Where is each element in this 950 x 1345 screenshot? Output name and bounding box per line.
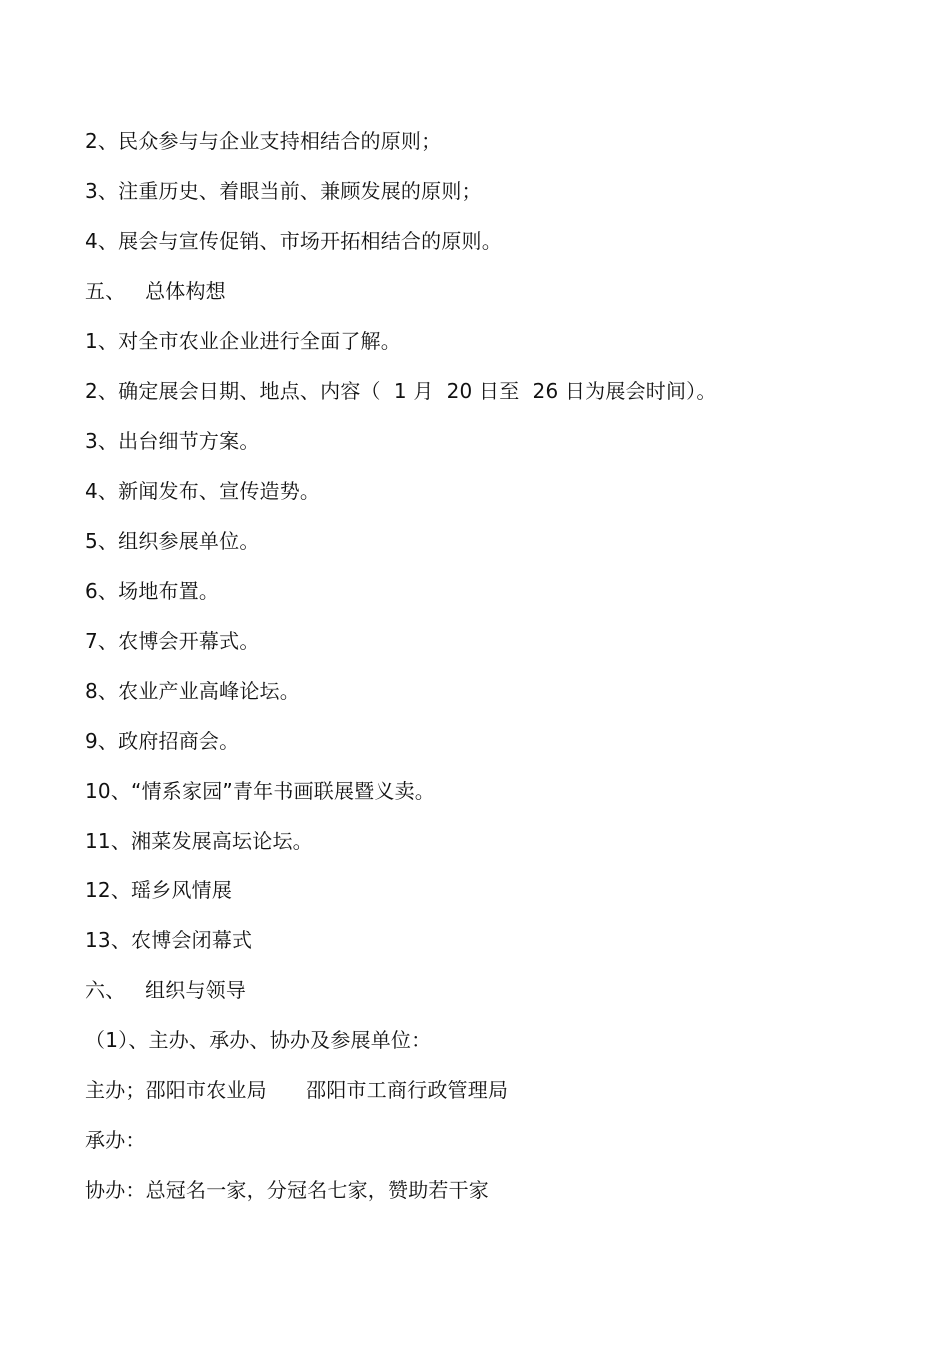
plan-item-12: 12、瑶乡风情展 — [85, 878, 233, 902]
plan-item-3: 3、出台细节方案。 — [85, 429, 260, 453]
plan-item-7: 7、农博会开幕式。 — [85, 629, 260, 653]
section-heading-6: 六、 组织与领导 — [85, 978, 247, 1002]
co-organizer-line: 协办：总冠名一家，分冠名七家，赞助若干家 — [85, 1178, 489, 1202]
plan-item-13: 13、农博会闭幕式 — [85, 928, 253, 952]
plan-item-6: 6、场地布置。 — [85, 579, 220, 603]
plan-item-9: 9、政府招商会。 — [85, 729, 240, 753]
organizer-line: 主办；邵阳市农业局 邵阳市工商行政管理局 — [85, 1078, 509, 1102]
plan-item-4: 4、新闻发布、宣传造势。 — [85, 479, 321, 503]
plan-item-2: 2、确定展会日期、地点、内容（ 1 月 20 日至 26 日为展会时间）。 — [85, 379, 717, 403]
plan-item-1: 1、对全市农业企业进行全面了解。 — [85, 329, 401, 353]
plan-item-5: 5、组织参展单位。 — [85, 529, 260, 553]
plan-item-10: 10、“情系家园”青年书画联展暨义卖。 — [85, 779, 435, 803]
section-heading-5: 五、 总体构想 — [85, 279, 226, 303]
principle-line-4: 4、展会与宣传促销、市场开拓相结合的原则。 — [85, 229, 502, 253]
plan-item-8: 8、农业产业高峰论坛。 — [85, 679, 300, 703]
plan-item-11: 11、湘菜发展高坛论坛。 — [85, 829, 313, 853]
subsection-heading-1: （1）、主办、承办、协办及参展单位： — [85, 1028, 432, 1052]
principle-line-2: 2、民众参与与企业支持相结合的原则； — [85, 129, 442, 153]
undertaker-line: 承办： — [85, 1128, 146, 1152]
principle-line-3: 3、注重历史、着眼当前、兼顾发展的原则； — [85, 179, 482, 203]
